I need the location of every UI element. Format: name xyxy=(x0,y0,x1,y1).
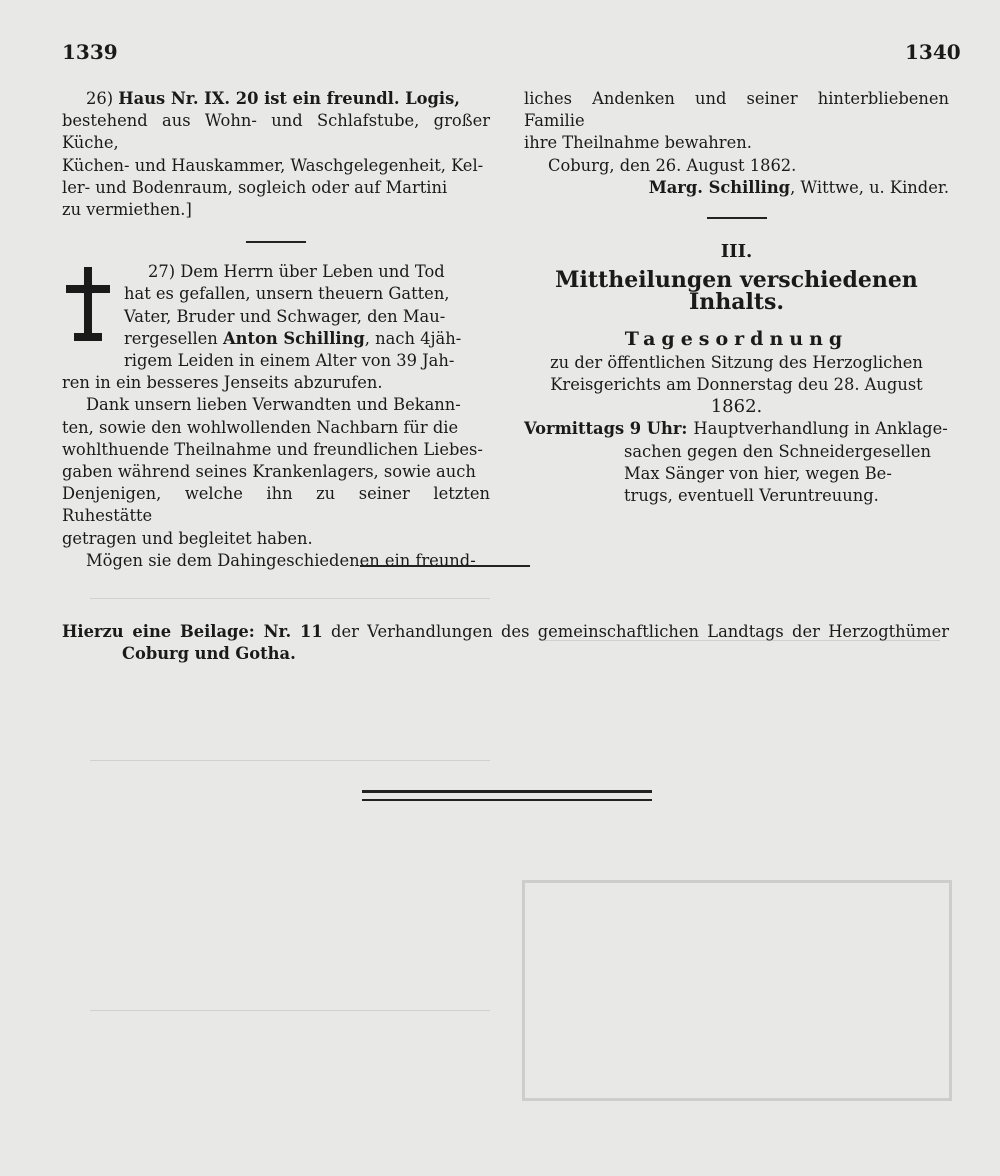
notice-27-line: gaben während seines Krankenlagers, sowie auch xyxy=(62,462,476,482)
separator-rule xyxy=(246,241,306,243)
notice-27-line: wohlthuende Theilnahme und freundlichen Liebes- xyxy=(62,439,483,459)
notice-27-line: hat es gefallen, unsern theuern Gatten, xyxy=(124,284,450,304)
bleed-through-line xyxy=(90,598,490,599)
notice-26-line: ler- und Bodenraum, sogleich oder auf Martini xyxy=(62,177,448,197)
page-number-left: 1339 xyxy=(62,40,118,64)
notice-27-line: 27) Dem Herrn über Leben und Tod xyxy=(148,262,445,282)
section-title: Mittheilungen verschiedenen Inhalts. xyxy=(555,267,918,316)
separator-rule xyxy=(360,565,530,567)
left-column xyxy=(62,88,490,572)
agenda-title: Tagesordnung xyxy=(624,327,849,350)
notice-27-line: ten, sowie den wohlwollenden Nachbarn für die xyxy=(62,417,459,437)
notice-26-line: Küchen- und Hauskammer, Waschgelegenheit, Kel- xyxy=(62,155,484,175)
notice-27-line: rergesellen Anton Schilling, nach 4jäh- xyxy=(124,328,462,348)
notice-27-line: ren in ein besseres Jenseits abzurufen. xyxy=(62,373,383,393)
agenda-year: 1862. xyxy=(710,396,763,418)
notice-27-line: getragen und begleitet haben. xyxy=(62,528,313,548)
notice-27-line: Denjenigen, welche ihn zu seiner letzten Ruhestätte xyxy=(62,484,490,526)
notice-26 xyxy=(62,88,490,221)
bleed-through-line xyxy=(90,1010,490,1011)
notice-27-continued: liches Andenken und seiner hinterbliebenen Familie xyxy=(524,89,949,131)
supplement-line: Coburg und Gotha. xyxy=(122,644,296,663)
section-number: III. xyxy=(720,241,753,263)
supplement-line: Hierzu eine Beilage: Nr. 11 der Verhandlungen des gemeinschaftlichen Landtags der Herzogthümer xyxy=(62,622,949,641)
notice-27 xyxy=(62,261,490,572)
agenda-entry-line: sachen gegen den Schneidergesellen xyxy=(624,441,931,461)
bleed-through-box xyxy=(522,880,952,1101)
cross-icon xyxy=(62,265,114,343)
notice-27-continued: ihre Theilnahme bewahren. xyxy=(524,133,752,153)
notice-26-line: zu vermiethen.] xyxy=(62,200,192,220)
separator-rule xyxy=(707,217,767,219)
notice-26-line: Haus Nr. IX. 20 ist ein freundl. Logis, xyxy=(118,89,460,108)
deceased-name: Anton Schilling xyxy=(222,328,365,348)
notice-27-line: Mögen sie dem Dahingeschiedenen ein freund- xyxy=(86,550,476,570)
notice-27-place-date: Coburg, den 26. August 1862. xyxy=(548,155,797,175)
supplement-notice xyxy=(62,621,949,665)
agenda-entry-line: Max Sänger von hier, wegen Be- xyxy=(624,463,892,483)
agenda-entry xyxy=(524,418,949,440)
bleed-through-line xyxy=(90,760,490,761)
notice-27-line: Dank unsern lieben Verwandten und Bekann- xyxy=(86,395,461,415)
agenda-subtitle: zu der öffentlichen Sitzung des Herzoglichen xyxy=(550,352,923,372)
agenda-subtitle: Kreisgerichts am Donnerstag deu 28. August xyxy=(550,375,923,395)
right-column xyxy=(524,88,949,507)
notice-27-line: rigem Leiden in einem Alter von 39 Jah- xyxy=(124,351,455,371)
notice-27-line: Vater, Bruder und Schwager, den Mau- xyxy=(124,306,446,326)
page-number-right: 1340 xyxy=(905,40,961,64)
notice-26-line: bestehend aus Wohn- und Schlafstube, großer Küche, xyxy=(62,111,490,153)
agenda-entry-line: Hauptverhandlung in Anklage- xyxy=(693,419,948,439)
agenda-time: Vormittags 9 Uhr: xyxy=(524,419,688,439)
notice-27-signature: Marg. Schilling, Wittwe, u. Kinder. xyxy=(648,177,949,197)
agenda-entry-line: trugs, eventuell Veruntreuung. xyxy=(624,486,879,506)
end-double-rule xyxy=(362,790,652,801)
notice-26-number: 26) xyxy=(86,89,114,108)
